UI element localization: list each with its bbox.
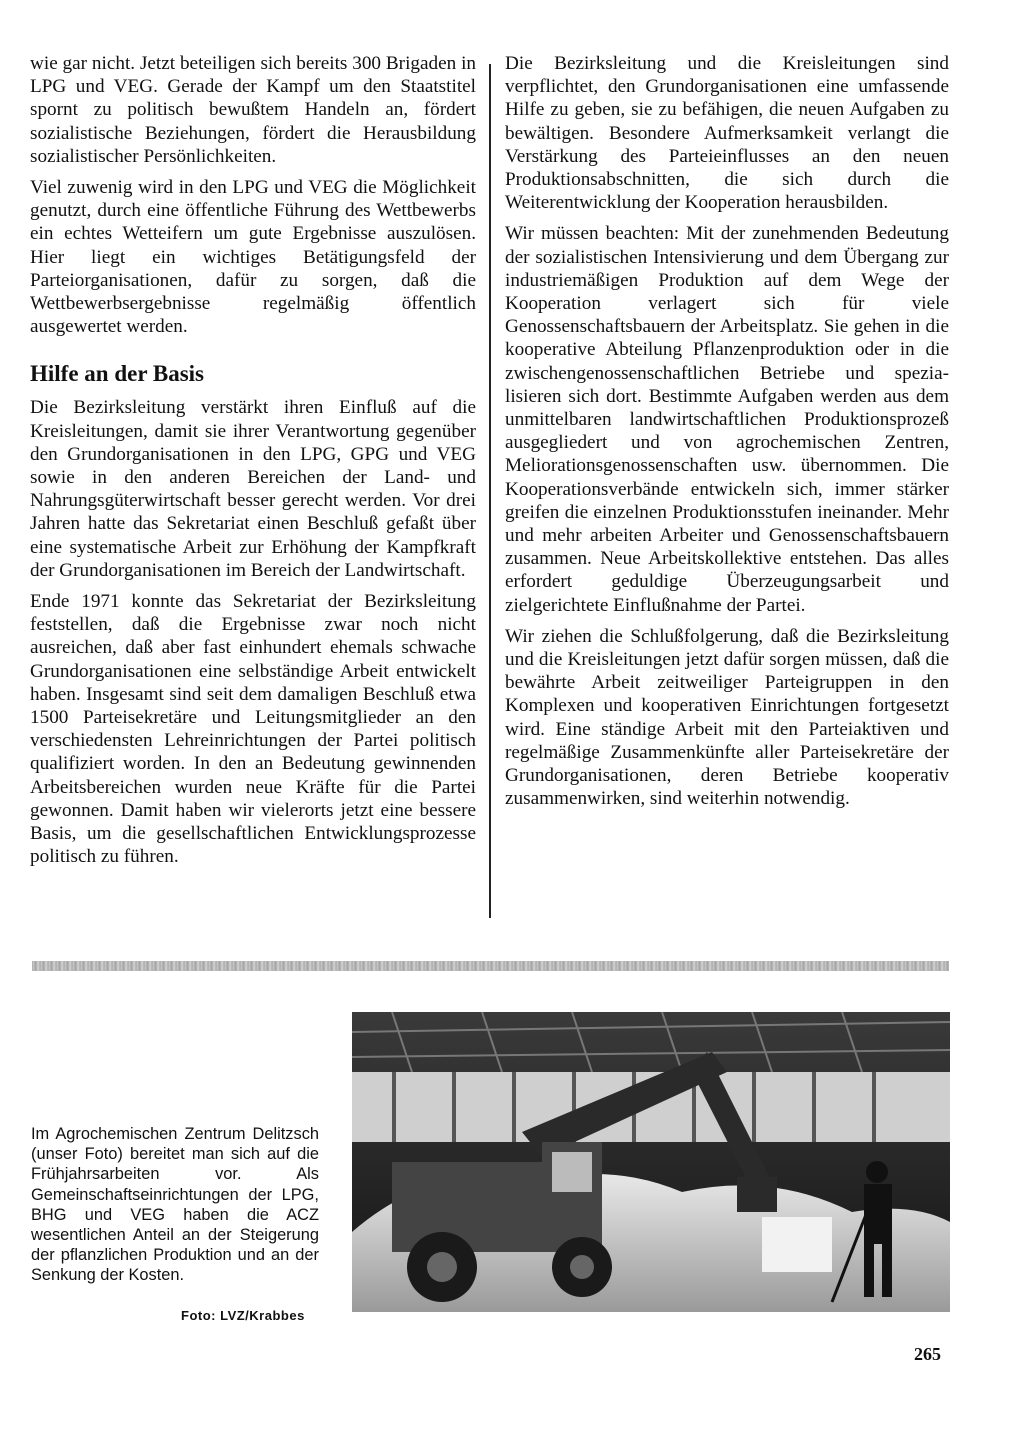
right-paragraph-3: Wir ziehen die Schlußfolgerung, daß die Bezirksleitung und die Kreisleitungen jetzt dafür sorgen müssen, daß die bewährte Arbeit zeitweiliger Parteigruppen in den Komplexen und kooperativen Einrichtungen fortgesetzt wird. Eine ständige Arbeit mit den Parteiaktiven und regelmäßige Zusammenkünfte aller Parteisekretäre der Grundorganisationen, deren Betriebe kooperativ zusammenwirken, sind weiterhin notwendig. [505,625,949,810]
halftone-separator [32,961,949,971]
photo-credit: Foto: LVZ/Krabbes [181,1308,305,1323]
photo-caption: Im Agrochemischen Zentrum Delitzsch (unser Foto) bereitet man sich auf die Frühjahrsarbeiten vor. Als Gemeinschaftseinrichtungen der LPG, BHG und VEG haben die ACZ wesentlichen Anteil an der Steigerung der pflanzlichen Produktion und an der Senkung der Kosten. [31,1125,319,1285]
column-divider [489,64,491,918]
right-paragraph-2: Wir müssen beachten: Mit der zunehmenden Bedeutung der sozialistischen Intensivierung und dem Übergang zur industriemäßigen Produktion auf dem Wege der Kooperation verlagert sich für viele Genossenschaftsbauern der Arbeitsplatz. Sie gehen in die kooperative Abteilung Pflanzenproduktion oder in die zwischengenossenschaftlichen Betriebe und spezialisieren sich dort. Bestimmte Aufgaben werden aus dem unmittelbaren landwirtschaftlichen Produktionsprozeß ausgegliedert und von agrochemischen Zentren, Meliorationsgenossenschaften usw. übernommen. Die Kooperationsverbände entwickeln sich, immer stärker greifen die einzelnen Produktionsstufen ineinander. Mehr und mehr arbeiten Arbeiter und Genossenschaftsbauern zusammen. Neue Arbeitskollektive entstehen. Das alles erfordert geduldige Überzeugungsarbeit und zielgerichtete Einflußnahme der Partei. [505,223,949,616]
left-paragraph-2: Viel zuwenig wird in den LPG und VEG die Möglichkeit genutzt, durch eine öffentliche Führung des Wettbewerbs ein echtes Wetteifern um gute Ergebnisse auszulösen. Hier liegt ein wichtiges Betätigungsfeld der Parteiorganisationen, dafür zu sorgen, daß die Wettbewerbsergebnisse regelmäßig öffentlich ausgewertet werden. [30,177,476,338]
section-heading: Hilfe an der Basis [30,361,205,387]
page-number: 265 [914,1344,941,1364]
right-column [505,52,949,819]
left-paragraph-3: Die Bezirksleitung verstärkt ihren Einfluß auf die Kreisleitungen, damit sie ihrer Verantwortung gegenüber den Grundorganisationen in den LPG, GPG und VEG sowie in den anderen Bereichen der Land- und Nahrungsgüterwirtschaft besser gerecht werden. Vor drei Jahren hatte das Sekretariat einen Beschluß gefaßt über eine systematische Arbeit zur Erhöhung der Kampfkraft der Grundorganisationen im Bereich der Landwirtschaft. [30,397,476,581]
left-column [30,52,476,877]
left-paragraph-4: Ende 1971 konnte das Sekretariat der Bezirksleitung feststellen, daß die Ergebnisse zwar noch nicht ausreichen, daß aber fast einhundert ehemals schwache Grundorganisationen eine selbständige Arbeit entwickelt haben. Insgesamt sind seit dem damaligen Beschluß etwa 1500 Parteisekretäre und Leitungsmitglieder an den verschiedensten Lehreinrichtungen der Partei politisch qualifiziert worden. In den an Bedeutung gewinnenden Arbeitsbereichen wurden neue Kräfte für die Partei gewonnen. Damit haben wir vielerorts jetzt eine bessere Basis, um die gesellschaftlichen Entwicklungsprozesse politisch zu führen. [30,591,476,868]
right-paragraph-1: Die Bezirksleitung und die Kreisleitungen sind verpflichtet, den Grundorganisationen eine umfassende Hilfe zu geben, sie zu befähigen, die neuen Aufgaben zu bewältigen. Besondere Aufmerksamkeit verlangt die Verstärkung des Parteieinflusses an den neuen Produktionsabschnitten, die sich durch die Weiterentwicklung der Kooperation herausbilden. [505,53,949,214]
left-paragraph-1: wie gar nicht. Jetzt beteiligen sich bereits 300 Brigaden in LPG und VEG. Gerade der Kampf um den Staatstitel spornt zu politisch bewußtem Handeln an, fördert sozialistische Beziehungen, fördert die Herausbildung sozialistischer Persönlichkeiten. [30,53,476,167]
photo-agrochemical-center [352,1012,950,1312]
